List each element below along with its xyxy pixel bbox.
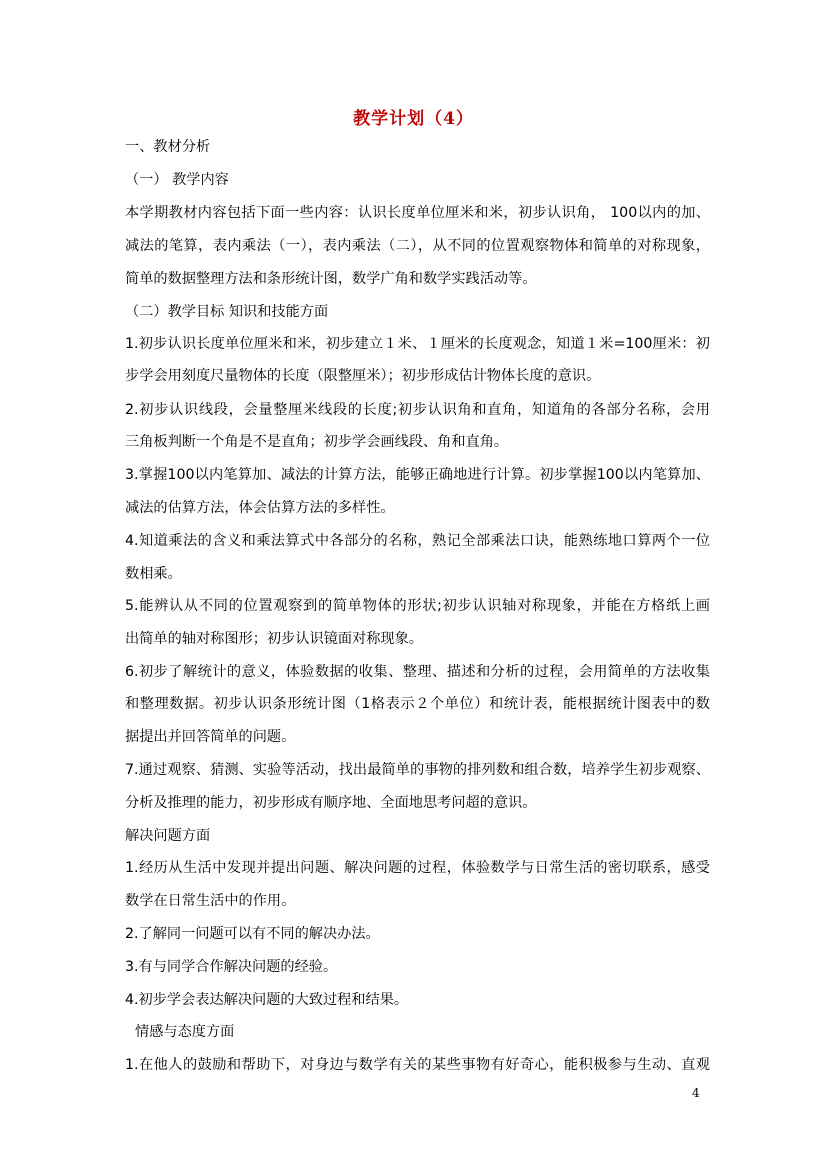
body-line: 分析及推理的能力，初步形成有顺序地、全面地思考问超的意识。 [125,795,537,811]
body-line: 6.初步了解统计的意义，体验数据的收集、整理、描述和分析的过程，会用简单的方法收集 [125,664,710,680]
body-line: 简单的数据整理方法和条形统计图，数学广角和数学实践活动等。 [125,271,537,287]
body-line: 3.掌握100以内笔算加、减法的计算方法，能够正确地进行计算。初步掌握100以内笔算加、 [125,467,710,483]
body-line: 和整理数据。初步认识条形统计图（1格表示２个单位）和统计表，能根据统计图表中的数 [125,696,710,712]
body-line: 减法的笔算，表内乘法（一），表内乘法（二），从不同的位置观察物体和简单的对称现象， [125,238,710,254]
body-line: 出简单的轴对称图形；初步认识镜面对称现象。 [125,631,423,647]
body-line: 解决问题方面 [125,828,211,844]
body-line: 步学会用刻度尺量物体的长度（限整厘米）；初步形成估计物体长度的意识。 [125,368,601,384]
body-line: 数学在日常生活中的作用。 [125,893,296,909]
page-number: 4 [692,1086,700,1100]
body-line: 2.初步认识线段，会量整厘米线段的长度;初步认识角和直角，知道角的各部分名称，会用 [125,402,710,418]
body-line: 本学期教材内容包括下面一些内容：认识长度单位厘米和米，初步认识角， 100以内的加、 [125,205,710,221]
body-line: （二）教学目标 知识和技能方面 [125,304,329,320]
body-line: （一） 教学内容 [125,172,229,188]
body-line: 1.经历从生活中发现并提出问题、解决问题的过程，体验数学与日常生活的密切联系，感受 [125,860,710,876]
body-line: 1.在他人的鼓励和帮助下，对身边与数学有关的某些事物有好奇心，能积极参与生动、直观 [125,1057,710,1073]
body-line: 情感与态度方面 [135,1024,235,1040]
body-line: 3.有与同学合作解决问题的经验。 [125,959,338,975]
body-line: 一、教材分析 [125,139,211,155]
body-line: 三角板判断一个角是不是直角；初步学会画线段、角和直角。 [125,434,509,450]
document-title: 教学计划（4） [353,109,474,129]
body-line: 据提出并回答简单的问题。 [125,729,296,745]
body-line: 7.通过观察、猜测、实验等活动，找出最简单的事物的排列数和组合数，培养学生初步观察、 [125,762,710,778]
body-line: 5.能辨认从不同的位置观察到的简单物体的形状;初步认识轴对称现象，并能在方格纸上画 [125,598,710,614]
body-line: 1.初步认识长度单位厘米和米，初步建立１米、１厘米的长度观念，知道１米=100厘米：初 [125,336,710,352]
body-line: 减法的估算方法，体会估算方法的多样性。 [125,500,395,516]
body-line: 4.知道乘法的含义和乘法算式中各部分的名称，熟记全部乘法口诀，能熟练地口算两个一位 [125,533,710,549]
body-line: 2.了解同一问题可以有不同的解决办法。 [125,926,380,942]
body-line: 数相乘。 [125,566,182,582]
body-line: 4.初步学会表达解决问题的大致过程和结果。 [125,992,409,1008]
